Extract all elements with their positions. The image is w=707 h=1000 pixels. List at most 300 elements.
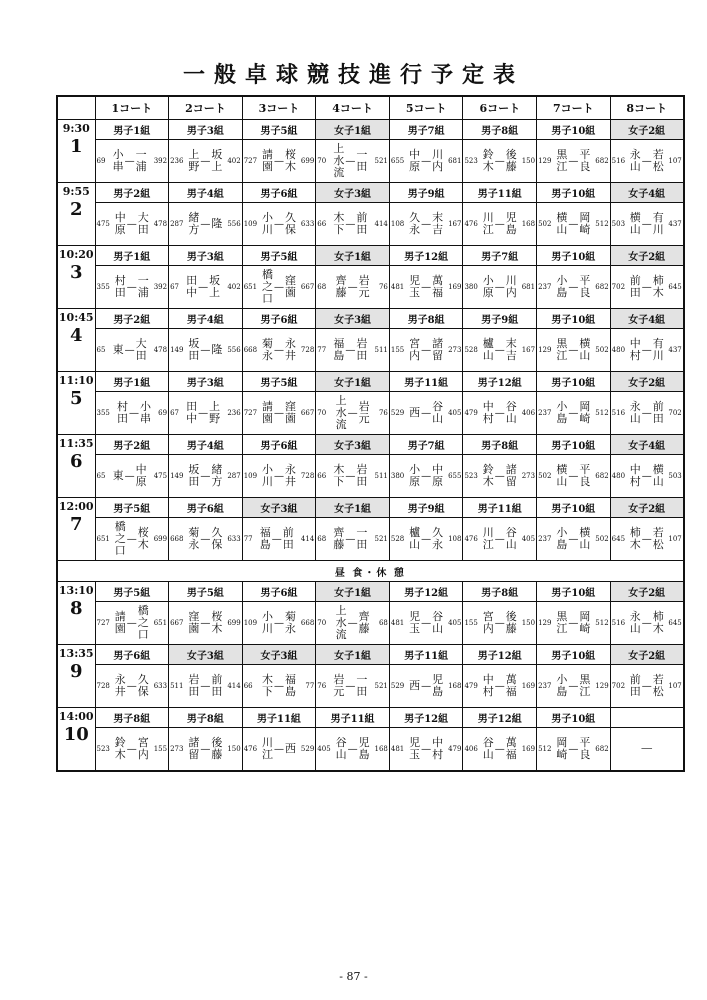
name-char: 東 — [112, 469, 124, 482]
left-player-number: 528 — [464, 346, 478, 354]
name-char: 永 — [261, 349, 273, 362]
group-label: 男子12組 — [463, 645, 537, 665]
match-cell — [95, 266, 169, 309]
group-label: 女子3組 — [316, 435, 390, 455]
name-char: 良 — [579, 286, 591, 299]
name-char: 一 — [356, 148, 368, 161]
match-row — [57, 329, 684, 372]
match-cell — [242, 266, 316, 309]
name-char: 萬 — [505, 736, 517, 749]
left-player-name — [556, 464, 567, 488]
match — [96, 729, 169, 769]
right-player-number: 107 — [668, 157, 682, 165]
versus-dash: — — [129, 407, 140, 419]
left-player-number: 109 — [243, 220, 258, 228]
right-player-name — [579, 527, 590, 551]
match-cell — [389, 455, 463, 498]
right-player-name — [579, 149, 590, 173]
group-label: 女子4組 — [610, 435, 684, 455]
match-players — [551, 212, 595, 236]
right-player-name — [138, 674, 149, 698]
round-time: 10:45 — [58, 311, 94, 324]
name-char: 谷 — [505, 526, 517, 539]
name-char: 末 — [432, 211, 444, 224]
match-cell — [95, 392, 169, 435]
name-char: 岩 — [358, 274, 370, 287]
versus-dash: — — [641, 281, 652, 293]
name-char: 木 — [261, 673, 273, 686]
right-player-name — [432, 464, 443, 488]
round-cell — [57, 708, 95, 772]
name-char: 中 — [432, 736, 444, 749]
match — [96, 267, 169, 307]
right-player-name — [653, 464, 664, 488]
match-cell — [242, 518, 316, 561]
left-player-number: 380 — [464, 283, 478, 291]
group-label: 男子10組 — [537, 120, 611, 140]
match-cell — [389, 203, 463, 246]
group-label: 女子1組 — [316, 645, 390, 665]
match-players — [257, 212, 301, 236]
match-players — [183, 674, 227, 698]
left-player-name — [115, 275, 126, 299]
name-char: 之 — [261, 280, 273, 293]
right-player-name — [653, 527, 664, 551]
match-players — [625, 212, 668, 236]
right-player-name — [653, 149, 664, 173]
versus-dash: — — [494, 218, 505, 230]
name-char: 福 — [505, 685, 517, 698]
left-player-name — [409, 464, 420, 488]
name-char: 谷 — [432, 400, 444, 413]
name-char: 西 — [409, 406, 421, 419]
empty-match-dash: － — [639, 742, 654, 758]
name-char: 藤 — [333, 538, 345, 551]
name-char: 島 — [358, 748, 370, 761]
match — [611, 330, 683, 370]
name-char: 下 — [333, 475, 345, 488]
match-cell — [610, 728, 684, 772]
versus-dash: — — [345, 470, 356, 482]
name-char: 中 — [482, 673, 494, 686]
match — [169, 330, 242, 370]
name-char: 前 — [356, 211, 368, 224]
versus-dash: — — [494, 617, 505, 629]
name-char: 岩 — [356, 463, 368, 476]
name-char: 江 — [482, 538, 494, 551]
name-char: 水 — [335, 616, 347, 629]
name-char: 若 — [652, 148, 664, 161]
name-char: 田 — [186, 274, 198, 287]
name-char: 留 — [505, 475, 517, 488]
match-players — [551, 464, 595, 488]
match — [611, 456, 683, 496]
name-char: 後 — [505, 148, 517, 161]
left-player-number: 273 — [170, 745, 184, 753]
left-player-number: 406 — [464, 745, 478, 753]
left-player-name — [630, 464, 641, 488]
versus-dash: — — [273, 344, 284, 356]
name-char: 東 — [112, 343, 124, 356]
name-char: 島 — [556, 538, 568, 551]
group-label: 男子9組 — [463, 309, 537, 329]
name-char: 留 — [188, 748, 200, 761]
name-char: 上 — [335, 394, 347, 407]
name-char: 緒 — [211, 463, 223, 476]
name-char: 児 — [409, 736, 421, 749]
match — [169, 141, 242, 181]
group-label: 女子3組 — [316, 309, 390, 329]
versus-dash: — — [421, 155, 432, 167]
right-player-number: 168 — [374, 745, 388, 753]
match-cell — [463, 203, 537, 246]
name-char: 請 — [114, 610, 126, 623]
name-char: 元 — [333, 685, 345, 698]
right-player-number: 655 — [448, 472, 462, 480]
name-char: 橋 — [137, 604, 149, 617]
left-player-name — [483, 149, 494, 173]
left-player-number: 77 — [317, 346, 327, 354]
match-players — [326, 464, 374, 488]
right-player-number: 414 — [374, 220, 388, 228]
right-player-number: 475 — [153, 472, 168, 480]
group-label: 男子7組 — [389, 435, 463, 455]
match-players — [551, 338, 595, 362]
right-player-name — [285, 611, 296, 635]
group-label: 男子5組 — [95, 582, 169, 602]
right-player-name — [211, 344, 222, 356]
match-players — [183, 527, 227, 551]
name-char: 永 — [284, 337, 296, 350]
right-player-number: 68 — [378, 619, 388, 627]
right-player-name — [359, 611, 370, 635]
name-char: 島 — [259, 538, 271, 551]
name-char: 有 — [652, 337, 664, 350]
name-char: 平 — [579, 148, 591, 161]
match — [96, 141, 169, 181]
group-label: 男子8組 — [463, 435, 537, 455]
left-player-number: 702 — [611, 283, 626, 291]
left-player-number: 727 — [243, 157, 258, 165]
right-player-name — [506, 401, 517, 425]
match — [96, 603, 169, 643]
name-char: 藤 — [358, 622, 370, 635]
name-char: 岡 — [579, 610, 591, 623]
left-player-name — [115, 212, 126, 236]
left-player-number: 129 — [538, 619, 552, 627]
left-player-name — [630, 527, 641, 551]
right-player-name — [140, 401, 151, 425]
right-player-number: 167 — [448, 220, 462, 228]
versus-dash: — — [200, 533, 211, 545]
match-cell — [537, 203, 611, 246]
left-player-name — [188, 527, 199, 551]
left-player-name — [115, 737, 126, 761]
right-player-number: 521 — [374, 535, 388, 543]
name-char: 下 — [261, 685, 273, 698]
name-char: 保 — [137, 685, 149, 698]
name-char: 江 — [556, 349, 568, 362]
name-char: 串 — [112, 160, 124, 173]
group-label: 男子10組 — [537, 435, 611, 455]
group-label: 男子5組 — [242, 246, 316, 266]
name-char: 吉 — [505, 349, 517, 362]
group-label: 女子1組 — [316, 582, 390, 602]
right-player-number: 682 — [595, 472, 609, 480]
versus-dash: — — [200, 680, 211, 692]
group-label: 男子11組 — [242, 708, 316, 728]
left-player-number: 66 — [317, 220, 327, 228]
name-char: 山 — [579, 538, 591, 551]
left-player-number: 651 — [243, 283, 258, 291]
match-cell — [389, 602, 463, 645]
match-cell — [242, 602, 316, 645]
left-player-name — [630, 149, 641, 173]
name-char: 井 — [284, 349, 296, 362]
match — [463, 141, 536, 181]
right-player-name — [285, 338, 296, 362]
match-cell — [242, 392, 316, 435]
name-char: 児 — [505, 211, 517, 224]
left-player-name — [409, 407, 420, 419]
left-player-number: 287 — [170, 220, 184, 228]
name-char: 木 — [333, 211, 345, 224]
name-char: 小 — [140, 400, 152, 413]
versus-dash: — — [421, 680, 432, 692]
name-char: 江 — [556, 622, 568, 635]
name-char: 方 — [188, 223, 200, 236]
match-cell — [610, 665, 684, 708]
match-cell — [537, 140, 611, 183]
right-player-name — [356, 338, 367, 362]
right-player-name — [579, 338, 590, 362]
right-player-name — [211, 149, 222, 173]
match — [463, 456, 536, 496]
name-char: 横 — [556, 211, 568, 224]
match-players — [404, 674, 448, 698]
name-char: 岡 — [556, 736, 568, 749]
name-char: 良 — [579, 748, 591, 761]
match — [611, 393, 683, 433]
match — [463, 519, 536, 559]
left-player-name — [115, 674, 126, 698]
group-row — [57, 120, 684, 140]
match — [537, 603, 610, 643]
left-player-name — [262, 212, 273, 236]
left-player-number: 523 — [464, 472, 478, 480]
match-cell — [169, 203, 243, 246]
group-label: 女子2組 — [610, 582, 684, 602]
match-cell — [316, 665, 390, 708]
match-players — [478, 401, 522, 425]
round-cell — [57, 309, 95, 372]
group-label: 男子6組 — [242, 183, 316, 203]
versus-dash: — — [568, 680, 579, 692]
match-cell — [537, 329, 611, 372]
right-player-name — [359, 275, 370, 299]
versus-dash: — — [345, 680, 356, 692]
match — [390, 267, 463, 307]
left-player-number: 76 — [317, 682, 327, 690]
round-cell — [57, 498, 95, 561]
group-label: 男子6組 — [242, 435, 316, 455]
left-player-number: 237 — [538, 535, 552, 543]
name-char: 原 — [409, 160, 421, 173]
right-player-number: 512 — [595, 619, 609, 627]
match-cell — [242, 665, 316, 708]
match — [96, 393, 169, 433]
match-players — [478, 527, 522, 551]
court-header: 8コート — [610, 96, 684, 120]
group-label: 男子8組 — [463, 582, 537, 602]
court-header: 1コート — [95, 96, 169, 120]
match-row — [57, 665, 684, 708]
match-cell — [169, 455, 243, 498]
name-char: 菊 — [284, 610, 296, 623]
right-player-number: 150 — [227, 745, 241, 753]
name-char: 園 — [261, 412, 273, 425]
match — [611, 204, 683, 244]
round-number: 9 — [69, 661, 83, 682]
match-row — [57, 140, 684, 183]
match-cell — [169, 728, 243, 772]
left-player-name — [262, 401, 273, 425]
right-player-number: 502 — [595, 535, 609, 543]
group-label: 男子10組 — [537, 309, 611, 329]
versus-dash: — — [421, 218, 432, 230]
name-char: 中 — [186, 412, 198, 425]
right-player-name — [285, 149, 296, 173]
name-char: 菊 — [188, 526, 200, 539]
match-players — [257, 464, 301, 488]
name-char: 田 — [188, 475, 200, 488]
group-label: 男子12組 — [389, 708, 463, 728]
name-char: 流 — [335, 628, 347, 641]
name-char: 村 — [482, 412, 494, 425]
right-player-name — [579, 401, 590, 425]
left-player-number: 668 — [243, 346, 258, 354]
name-char: 小 — [556, 526, 568, 539]
name-char: 田 — [356, 538, 368, 551]
name-char: 鈴 — [482, 148, 494, 161]
name-char: 川 — [261, 475, 273, 488]
right-player-number: 76 — [378, 283, 388, 291]
round-time: 13:10 — [58, 584, 94, 597]
group-label: 男子5組 — [242, 120, 316, 140]
match-cell — [537, 602, 611, 645]
versus-dash: — — [494, 155, 505, 167]
name-char: 田 — [135, 349, 147, 362]
right-player-name — [359, 737, 370, 761]
right-player-number: 414 — [300, 535, 315, 543]
name-char: 村 — [629, 349, 641, 362]
name-char: 水 — [335, 406, 347, 419]
match-cell — [463, 329, 537, 372]
name-char: 小 — [409, 463, 421, 476]
left-player-name — [630, 338, 641, 362]
name-char: 田 — [211, 685, 223, 698]
group-label: 男子10組 — [537, 582, 611, 602]
left-player-name — [333, 338, 344, 362]
left-player-number: 70 — [317, 619, 327, 627]
name-char: 山 — [629, 160, 641, 173]
match — [96, 666, 169, 706]
match-players — [253, 527, 301, 551]
round-cell — [57, 435, 95, 498]
versus-dash: — — [126, 533, 137, 545]
match — [463, 267, 536, 307]
name-char: 有 — [652, 211, 664, 224]
name-char: 内 — [505, 286, 517, 299]
group-label: 男子6組 — [95, 645, 169, 665]
name-char: 浦 — [135, 160, 147, 173]
versus-dash: — — [273, 281, 284, 293]
versus-dash: — — [200, 218, 211, 230]
name-char: 中 — [629, 337, 641, 350]
name-char: 諸 — [432, 337, 444, 350]
left-player-number: 512 — [538, 745, 552, 753]
name-char: 木 — [137, 538, 149, 551]
name-char: 山 — [579, 349, 591, 362]
left-player-name — [630, 275, 641, 299]
versus-dash: — — [200, 470, 211, 482]
name-char: 木 — [211, 622, 223, 635]
name-char: 山 — [505, 412, 517, 425]
name-char: 木 — [482, 160, 494, 173]
name-char: 原 — [135, 475, 147, 488]
match — [463, 204, 536, 244]
versus-dash: — — [494, 533, 505, 545]
right-player-name — [432, 212, 443, 236]
left-player-number: 68 — [317, 283, 327, 291]
court-header: 3コート — [242, 96, 316, 120]
name-char: 久 — [284, 211, 296, 224]
match — [537, 666, 610, 706]
left-player-name — [483, 212, 494, 236]
right-player-name — [211, 527, 222, 551]
right-player-number: 728 — [300, 346, 315, 354]
versus-dash: — — [271, 533, 282, 545]
match-players — [326, 605, 379, 641]
right-player-number: 667 — [300, 283, 315, 291]
left-player-name — [113, 344, 124, 356]
right-player-name — [432, 737, 443, 761]
name-char: 木 — [284, 160, 296, 173]
name-char: 前 — [282, 526, 294, 539]
left-player-number: 355 — [96, 409, 110, 417]
name-char: 永 — [284, 622, 296, 635]
right-player-number: 633 — [227, 535, 241, 543]
name-char: 平 — [579, 463, 591, 476]
versus-dash: — — [124, 470, 135, 482]
match-players — [326, 143, 374, 179]
left-player-name — [188, 611, 199, 635]
name-char: 玉 — [409, 748, 421, 761]
group-label: 男子11組 — [389, 372, 463, 392]
versus-dash: — — [200, 617, 211, 629]
name-char: 若 — [652, 673, 664, 686]
name-char: 原 — [114, 223, 126, 236]
match — [537, 267, 610, 307]
left-player-number: 481 — [390, 619, 405, 627]
match-players — [478, 674, 522, 698]
group-label: 男子10組 — [537, 372, 611, 392]
round-cell — [57, 246, 95, 309]
left-player-number: 68 — [317, 535, 327, 543]
versus-dash: — — [421, 344, 432, 356]
name-char: 井 — [284, 475, 296, 488]
name-char: 上 — [335, 604, 347, 617]
